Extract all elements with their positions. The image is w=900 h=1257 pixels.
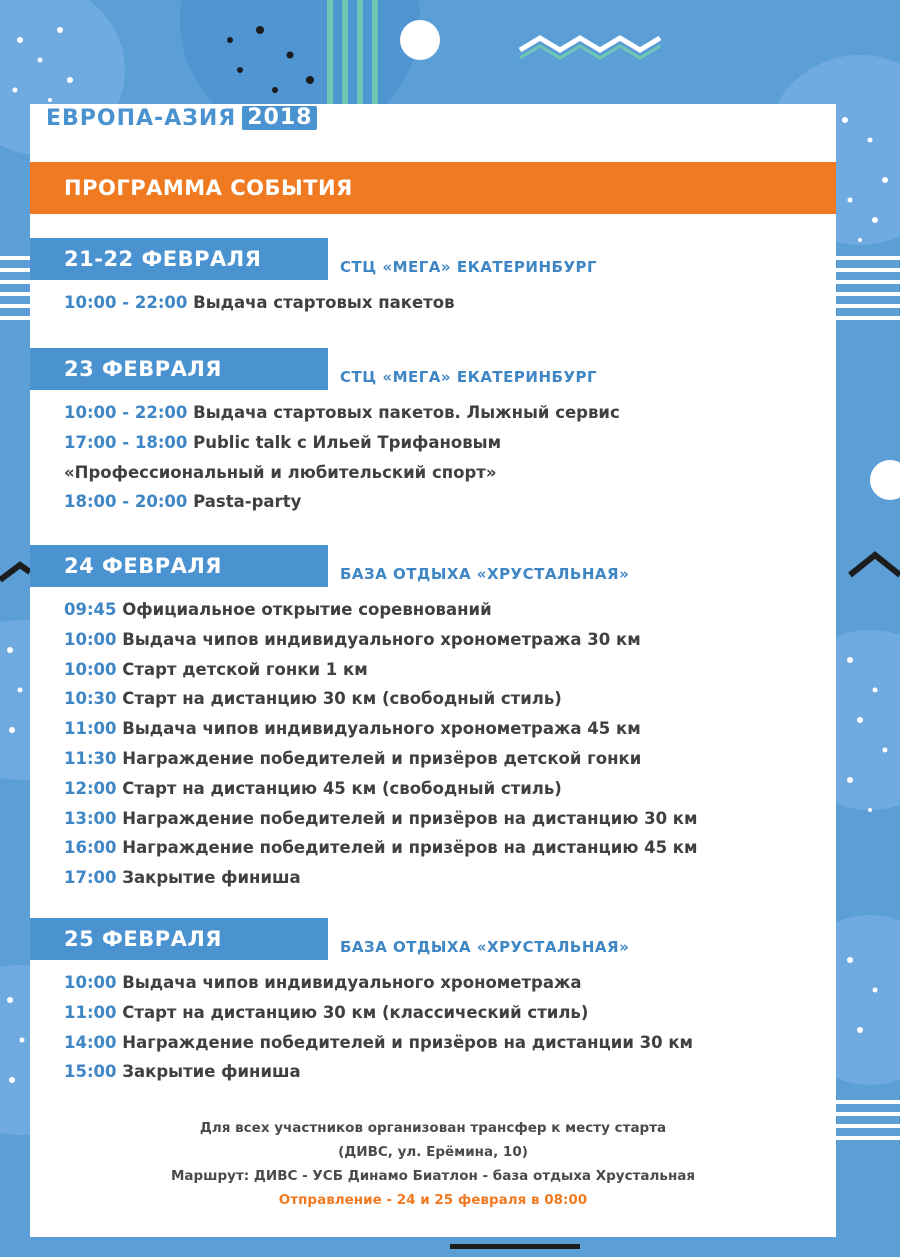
event-list [64,398,824,517]
event-time: 09:45 [64,600,117,619]
day-date: 25 ФЕВРАЛЯ [30,918,328,960]
event-time: 10:00 - 22:00 [64,293,188,312]
event-list [64,595,824,893]
event-time: 13:00 [64,808,117,828]
program-title-banner [30,162,836,214]
event-time: 11:30 [64,748,117,768]
event-item [64,714,824,744]
event-list [64,968,824,1087]
event-time: 10:00 - 22:00 [64,403,188,422]
event-time: 10:00 [64,973,117,992]
event-text: Выдача чипов индивидуального хронометража 45 км [122,719,641,739]
transfer-address: (ДИВС, ул. Ерёмина, 10) [338,1144,528,1160]
logo-year: 2018 [242,106,317,130]
event-item [64,487,824,517]
event-item [64,774,824,804]
event-text: Старт на дистанцию 30 км (классический стиль) [122,1002,589,1022]
decorative-bar [450,1244,580,1249]
event-time: 17:00 - 18:00 [64,432,188,452]
logo-text: ЕВРОПА-АЗИЯ [46,105,237,131]
day-date: 21-22 ФЕВРАЛЯ [30,238,328,280]
event-text: Награждение победителей и призёров на дистанцию 45 км [122,838,698,858]
event-logo [46,104,317,132]
event-text: Награждение победителей и призёров детской гонки [122,748,642,768]
event-item [64,625,824,655]
transfer-departure: Отправление - 24 и 25 февраля в 08:00 [278,1192,588,1208]
event-item [64,1057,824,1087]
event-item [64,428,824,458]
day-venue: БАЗА ОТДЫХА «ХРУСТАЛЬНАЯ» [340,938,630,956]
transfer-line: Для всех участников организован трансфер к месту старта [199,1120,667,1136]
event-item [64,458,824,488]
event-item [64,655,824,685]
event-text: Выдача стартовых пакетов. Лыжный сервис [193,403,620,422]
event-list [64,288,824,318]
event-item [64,288,824,318]
event-text: Pasta-party [193,492,302,512]
event-text: Закрытие финиша [122,868,301,888]
event-time: 17:00 [64,868,117,888]
event-text: Старт на дистанцию 45 км (свободный стиль) [122,778,562,798]
day-venue: СТЦ «МЕГА» ЕКАТЕРИНБУРГ [340,258,598,276]
event-text: Старт на дистанцию 30 км (свободный стиль) [122,689,562,709]
event-text: Выдача стартовых пакетов [193,293,455,312]
event-item [64,1028,824,1058]
event-time: 15:00 [64,1062,117,1082]
day-date: 23 ФЕВРАЛЯ [30,348,328,390]
day-date: 24 ФЕВРАЛЯ [30,545,328,587]
event-item [64,863,824,893]
transfer-note [30,1116,836,1212]
event-text: Выдача чипов индивидуального хронометража [122,973,582,992]
event-item [64,744,824,774]
event-item [64,684,824,714]
event-text: Выдача чипов индивидуального хронометража 30 км [122,629,641,649]
event-time: 10:00 [64,659,117,679]
event-time: 18:00 - 20:00 [64,492,188,512]
event-time: 10:00 [64,629,117,649]
event-text: «Профессиональный и любительский спорт» [64,462,497,482]
event-item [64,968,824,998]
day-venue: БАЗА ОТДЫХА «ХРУСТАЛЬНАЯ» [340,565,630,583]
event-text: Официальное открытие соревнований [122,600,492,619]
event-text: Закрытие финиша [122,1062,301,1082]
event-time: 11:00 [64,719,117,739]
event-text: Старт детской гонки 1 км [122,659,368,679]
event-item [64,595,824,625]
event-time: 14:00 [64,1032,117,1052]
event-text: Public talk с Ильей Трифановым [193,432,502,452]
transfer-route: Маршрут: ДИВС - УСБ Динамо Биатлон - база отдыха Хрустальная [170,1168,696,1184]
event-time: 11:00 [64,1002,117,1022]
event-item [64,804,824,834]
event-time: 10:30 [64,689,117,709]
event-item [64,833,824,863]
event-time: 16:00 [64,838,117,858]
day-venue: СТЦ «МЕГА» ЕКАТЕРИНБУРГ [340,368,598,386]
event-text: Награждение победителей и призёров на дистанции 30 км [122,1032,694,1052]
event-item [64,398,824,428]
event-item [64,998,824,1028]
program-title: ПРОГРАММА СОБЫТИЯ [64,176,353,200]
event-text: Награждение победителей и призёров на дистанцию 30 км [122,808,698,828]
event-time: 12:00 [64,778,117,798]
